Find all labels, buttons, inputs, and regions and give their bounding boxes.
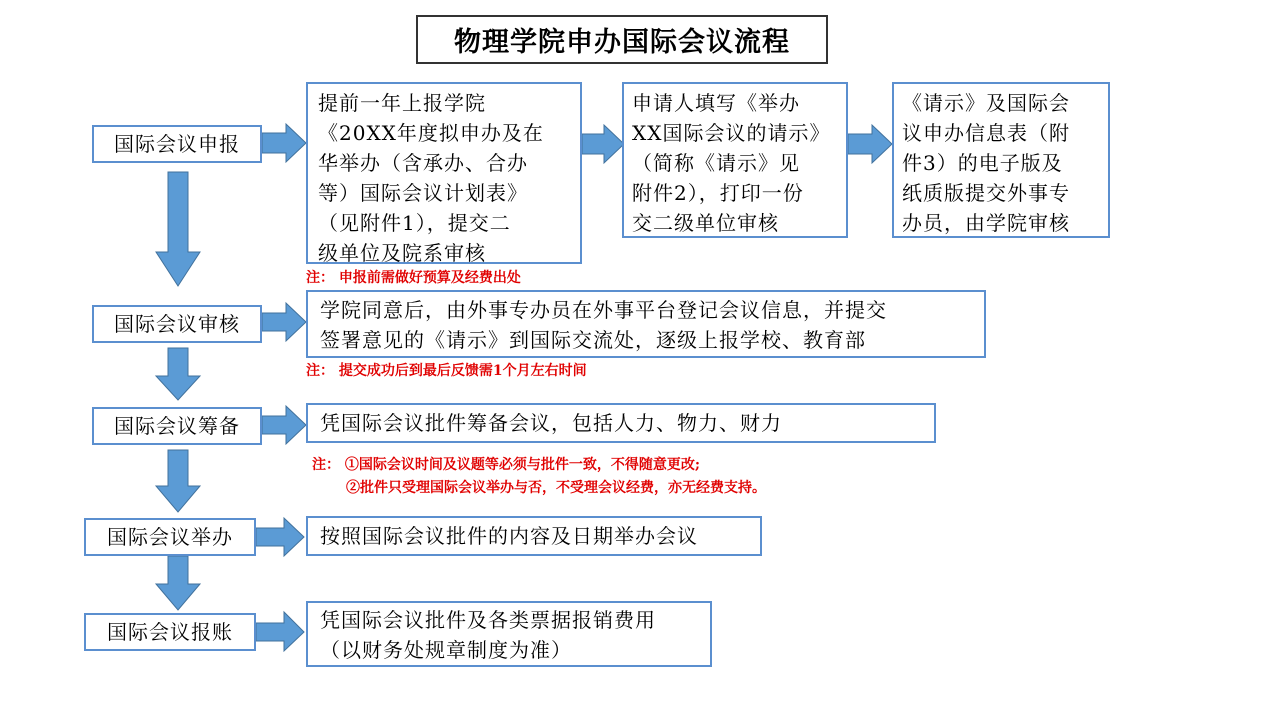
arrow-step1-to-step2 [582,125,624,163]
reimburse-step [306,601,712,667]
arrow-apply-to-step1 [262,124,306,162]
step-line: 等）国际会议计划表》 [318,181,528,205]
step-line: 级单位及院系审核 [318,241,486,265]
arrow-down-review-prepare [156,348,200,400]
step-line: 交二级单位审核 [632,211,779,235]
note-review: 注： 提交成功后到最后反馈需1个月左右时间 [306,363,587,379]
stage-review: 国际会议审核 [92,305,262,343]
stage-prepare: 国际会议筹备 [92,407,262,445]
step-line: （以财务处规章制度为准） [320,638,572,662]
step-line: 纸质版提交外事专 [902,181,1070,205]
stage-hold: 国际会议举办 [84,518,256,556]
note-prepare-1: 注： ①国际会议时间及议题等必须与批件一致，不得随意更改; [312,457,701,473]
apply-step-2 [622,82,848,238]
hold-step [306,516,762,556]
arrow-hold-to-step [256,518,304,556]
arrow-step2-to-step3 [848,125,892,163]
apply-step-3 [892,82,1110,238]
arrow-down-hold-reimburse [156,556,200,610]
step-line: 凭国际会议批件及各类票据报销费用 [320,608,656,632]
stage-reimburse: 国际会议报账 [84,613,256,651]
note-apply: 注： 申报前需做好预算及经费出处 [306,270,521,286]
step-line: 附件2），打印一份 [632,181,804,205]
prepare-step [306,403,936,443]
step-line: 华举办（含承办、合办 [318,151,528,175]
stage-apply: 国际会议申报 [92,125,262,163]
arrow-down-prepare-hold [156,450,200,512]
step-line: 办员，由学院审核 [902,211,1070,235]
step-line: XX国际会议的请示》 [632,121,831,145]
arrow-down-apply-review [156,172,200,286]
step-line: （见附件1），提交二 [318,211,511,235]
arrow-prepare-to-step [262,406,306,444]
step-line: 按照国际会议批件的内容及日期举办会议 [320,524,698,548]
arrow-review-to-step [262,303,306,341]
step-line: 凭国际会议批件筹备会议，包括人力、物力、财力 [320,411,782,435]
step-line: 《20XX年度拟申办及在 [318,121,544,145]
step-line: （简称《请示》见 [632,151,800,175]
step-line: 议申办信息表（附 [902,121,1070,145]
step-line: 《请示》及国际会 [902,91,1070,115]
step-line: 申请人填写《举办 [632,91,800,115]
review-step [306,290,986,358]
note-prepare-2: ②批件只受理国际会议举办与否，不受理会议经费，亦无经费支持。 [346,480,766,496]
step-line: 提前一年上报学院 [318,91,486,115]
apply-step-1 [306,82,582,264]
step-line: 学院同意后，由外事专办员在外事平台登记会议信息，并提交 [320,298,887,322]
step-line: 签署意见的《请示》到国际交流处，逐级上报学校、教育部 [320,328,866,352]
arrow-reimburse-to-step [256,612,304,651]
page-title: 物理学院申办国际会议流程 [416,15,828,64]
step-line: 件3）的电子版及 [902,151,1063,175]
